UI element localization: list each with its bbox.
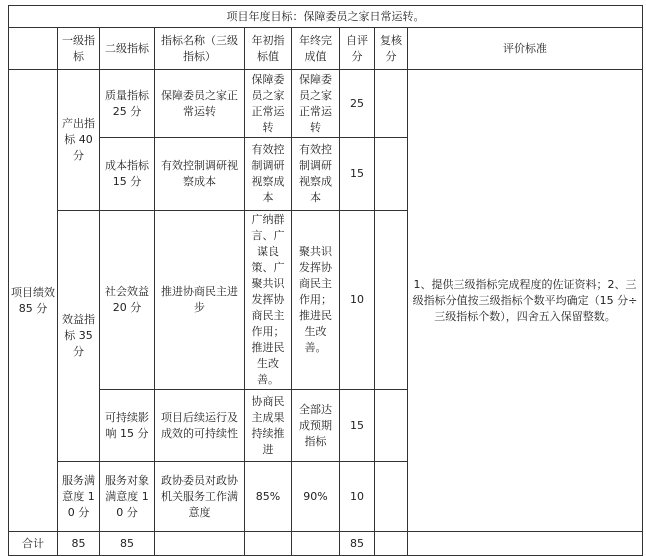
row-level2: 成本指标 15 分 (100, 138, 155, 211)
total-score: 85 (340, 532, 375, 556)
row-review (375, 462, 408, 532)
row-initial: 保障委员之家正常运转 (245, 70, 292, 138)
row-name: 项目后续运行及成效的可持续性 (155, 390, 245, 462)
total-row (9, 532, 643, 556)
header-empty (9, 28, 58, 70)
total-level1: 85 (58, 532, 100, 556)
header-row (9, 28, 643, 70)
row-score: 15 (340, 390, 375, 462)
total-level2: 85 (100, 532, 155, 556)
level1-output: 产出指标 40 分 (58, 70, 100, 211)
row-review (375, 211, 408, 390)
evaluation-standard: 1、提供三级指标完成程度的佐证资料；2、三级指标分值按三级指标个数平均确定（15 分÷三级指标个数），四舍五入保留整数。 (408, 70, 643, 532)
row-name: 有效控制调研视察成本 (155, 138, 245, 211)
row-final: 有效控制调研视察成本 (292, 138, 340, 211)
row-review (375, 138, 408, 211)
header-standard: 评价标准 (408, 28, 643, 70)
header-review: 复核分 (375, 28, 408, 70)
row-level2: 可持续影响 15 分 (100, 390, 155, 462)
row-score: 10 (340, 211, 375, 390)
level1-satisfaction: 服务满意度 10 分 (58, 462, 100, 532)
row-initial: 有效控制调研视察成本 (245, 138, 292, 211)
row-final: 90% (292, 462, 340, 532)
total-empty (375, 532, 408, 556)
row-level2: 社会效益 20 分 (100, 211, 155, 390)
header-level2: 二级指标 (100, 28, 155, 70)
row-review (375, 390, 408, 462)
row-final: 保障委员之家正常运转 (292, 70, 340, 138)
row-initial: 协商民主成果持续推进 (245, 390, 292, 462)
total-empty (245, 532, 292, 556)
row-final: 全部达成预期指标 (292, 390, 340, 462)
header-self-score: 自评分 (340, 28, 375, 70)
total-empty (155, 532, 245, 556)
row-score: 10 (340, 462, 375, 532)
total-label: 合计 (9, 532, 58, 556)
row-level2: 服务对象满意度 10 分 (100, 462, 155, 532)
total-empty (292, 532, 340, 556)
level1-benefit: 效益指标 35 分 (58, 211, 100, 462)
row-score: 25 (340, 70, 375, 138)
header-level1: 一级指标 (58, 28, 100, 70)
row-score: 15 (340, 138, 375, 211)
row-level2: 质量指标 25 分 (100, 70, 155, 138)
row-name: 推进协商民主进步 (155, 211, 245, 390)
header-level3: 指标名称（三级指标） (155, 28, 245, 70)
title-row (9, 6, 643, 28)
row-review (375, 70, 408, 138)
row-name: 保障委员之家正常运转 (155, 70, 245, 138)
table-row (9, 70, 643, 138)
row-initial: 85% (245, 462, 292, 532)
row-final: 聚共识发挥协商民主作用；推进民生改善。 (292, 211, 340, 390)
row-name: 政协委员对政协机关服务工作满意度 (155, 462, 245, 532)
row-initial: 广纳群言、广谋良策、广聚共识发挥协商民主作用；推进民生改善。 (245, 211, 292, 390)
category-cell: 项目绩效 85 分 (9, 70, 58, 532)
header-final: 年终完成值 (292, 28, 340, 70)
header-initial: 年初指标值 (245, 28, 292, 70)
performance-table (8, 5, 643, 556)
project-goal: 项目年度目标：保障委员之家日常运转。 (9, 6, 643, 28)
total-empty (408, 532, 643, 556)
